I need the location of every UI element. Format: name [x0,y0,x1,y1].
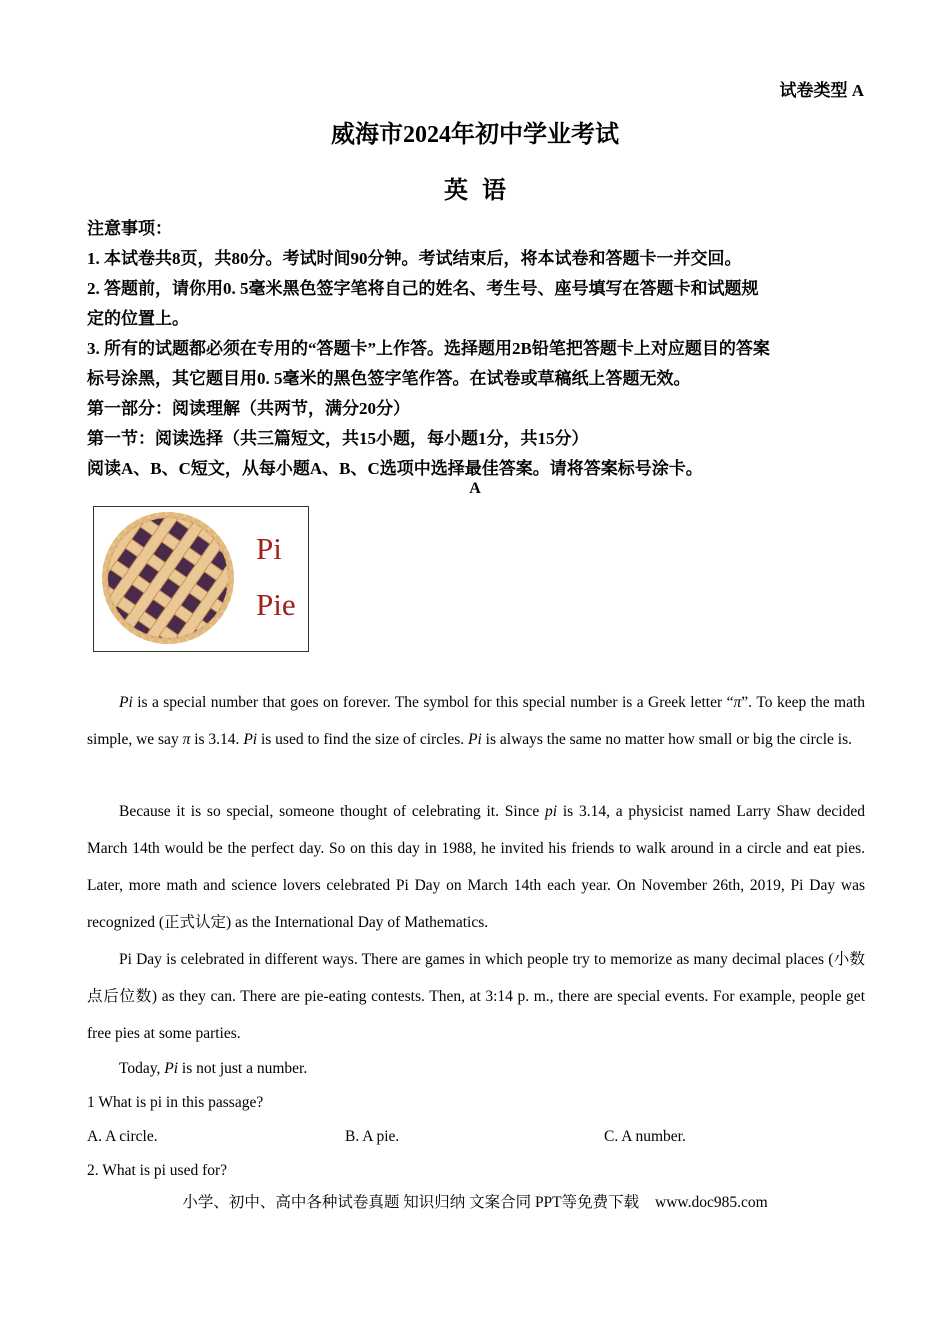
section-1-heading: 第一节：阅读选择（共三篇短文，共15小题，每小题1分，共15分） [87,429,589,448]
paragraph-text: is used to find the size of circles. [257,731,469,748]
part-1-heading: 第一部分：阅读理解（共两节，满分20分） [87,399,410,418]
question-1-option-c: C. A number. [604,1128,686,1145]
image-text-pi: Pi [256,531,282,566]
page-title: 威海市2024年初中学业考试 [331,122,619,148]
passage-paragraph-1 [87,684,865,758]
pi-italic: Pi [119,694,133,711]
pie-illustration [94,507,310,653]
notice-item-2-line-1: 2. 答题前，请你用0. 5毫米黑色签字笔将自己的姓名、考生号、座号填写在答题卡和试题规 [87,279,759,298]
paragraph-text: is not just a number. [178,1060,308,1077]
passage-paragraph-3 [87,941,865,1052]
pi-italic: Pi [164,1060,179,1077]
paragraph-text: is always the same no matter how small or big the circle is. [481,731,852,748]
reading-instruction: 阅读A、B、C短文，从每小题A、B、C选项中选择最佳答案。请将答案标号涂卡。 [87,459,703,478]
page-footer [0,1190,950,1212]
pi-italic: pi [544,803,558,820]
passage-label: A [469,480,481,497]
paragraph-text: is 3.14, a physicist named Larry Shaw decided March 14th would be the perfect day. So on this day in 1988, he invited his friends to walk around in a circle and eat pies. Later, more math and science lovers celebrated Pi Day on March 14th each year. On November 26th, 2019, Pi Day was recognized (正式认定) as the International Day of Mathematics. [87,803,865,931]
exam-type-label: 试卷类型 A [779,81,864,100]
question-2-text: 2. What is pi used for? [87,1162,228,1179]
passage-paragraph-4 [87,1050,865,1087]
paragraph-text: is 3.14. [190,731,244,748]
paragraph-text: Today, [119,1060,165,1077]
notice-heading: 注意事项： [87,219,172,238]
paragraph-text: is a special number that goes on forever. The symbol for this special number is a Greek letter “ [132,694,734,711]
paragraph-text: Because it is so special, someone thought of celebrating it. Since [119,803,545,820]
footer-site-link[interactable]: www.doc985.com [655,1194,768,1211]
image-text-pie: Pie [256,587,296,622]
pi-pie-image [93,506,309,652]
question-1-text: 1 What is pi in this passage? [87,1094,264,1111]
subject-title: 英语 [444,178,520,204]
notice-item-3-line-2: 标号涂黑，其它题目用0. 5毫米的黑色签字笔作答。在试卷或草稿纸上答题无效。 [87,369,691,388]
footer-text: 小学、初中、高中各种试卷真题 知识归纳 文案合同 PPT等免费下载 [182,1194,640,1211]
pi-italic: Pi [243,731,258,748]
question-1-option-b: B. A pie. [345,1128,400,1145]
paragraph-text: ”. To keep the math simple, we say [87,694,866,748]
notice-item-1: 1. 本试卷共8页，共80分。考试时间90分钟。考试结束后，将本试卷和答题卡一并交回。 [87,249,742,268]
notice-item-3-line-1: 3. 所有的试题都必须在专用的“答题卡”上作答。选择题用2B铅笔把答题卡上对应题目的答案 [87,339,770,358]
pi-italic: Pi [468,731,482,748]
pi-symbol: π [733,694,742,711]
passage-paragraph-2 [87,793,865,941]
question-1-option-a: A. A circle. [87,1128,158,1145]
paragraph-text: Pi Day is celebrated in different ways. There are games in which people try to memorize as many decimal places (小数点后位数) as they can. There are pie-eating contests. Then, at 3:14 p. m., there are special events. For example, people get free pies at some parties. [87,951,865,1042]
notice-block [87,214,867,484]
pi-symbol: π [182,731,191,748]
notice-item-2-line-2: 定的位置上。 [87,309,189,328]
